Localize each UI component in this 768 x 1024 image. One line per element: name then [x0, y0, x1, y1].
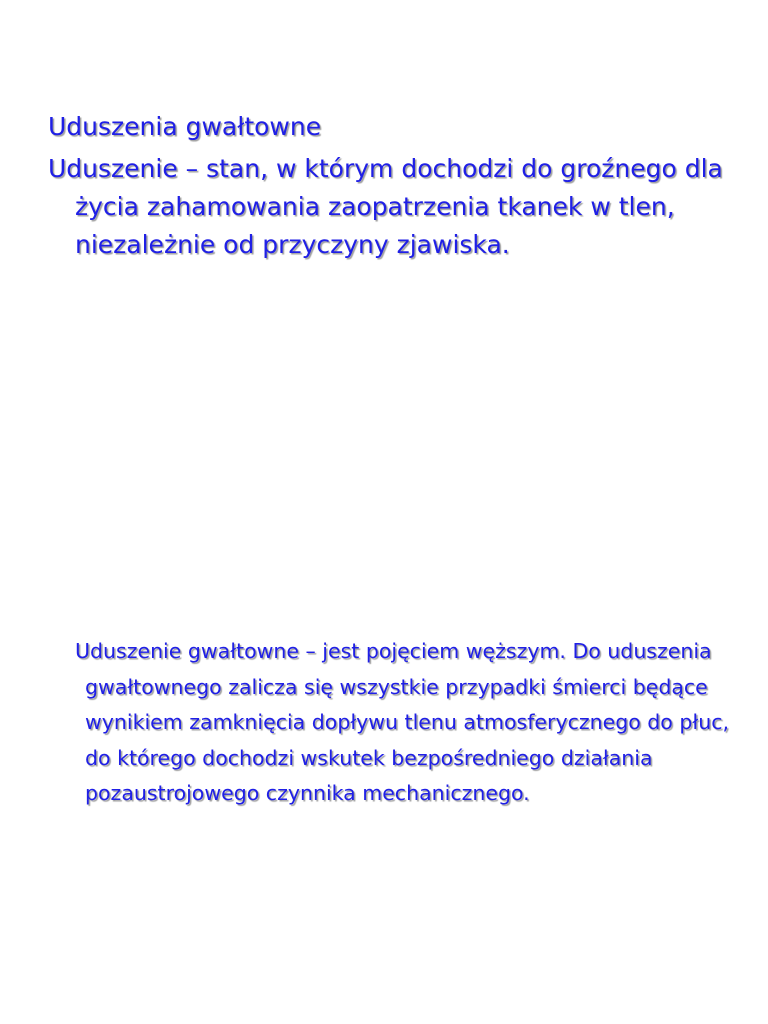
note-paragraph: Uduszenie gwałtowne – jest pojęciem węższym. Do uduszenia gwałtownego zalicza się wszystkie przypadki śmierci będące wynikiem zamknięcia dopływu tlenu atmosferycznego do płuc, do którego dochodzi wskutek bezpośredniego działania pozaustrojowego czynnika mechanicznego.	[75, 639, 729, 805]
title-block	[48, 108, 738, 264]
definition-paragraph: Uduszenie – stan, w którym dochodzi do groźnego dla życia zahamowania zaopatrzenia tkanek w tlen, niezależnie od przyczyny zjawiska.	[48, 154, 723, 259]
slide-heading: Uduszenia gwałtowne	[48, 112, 322, 141]
